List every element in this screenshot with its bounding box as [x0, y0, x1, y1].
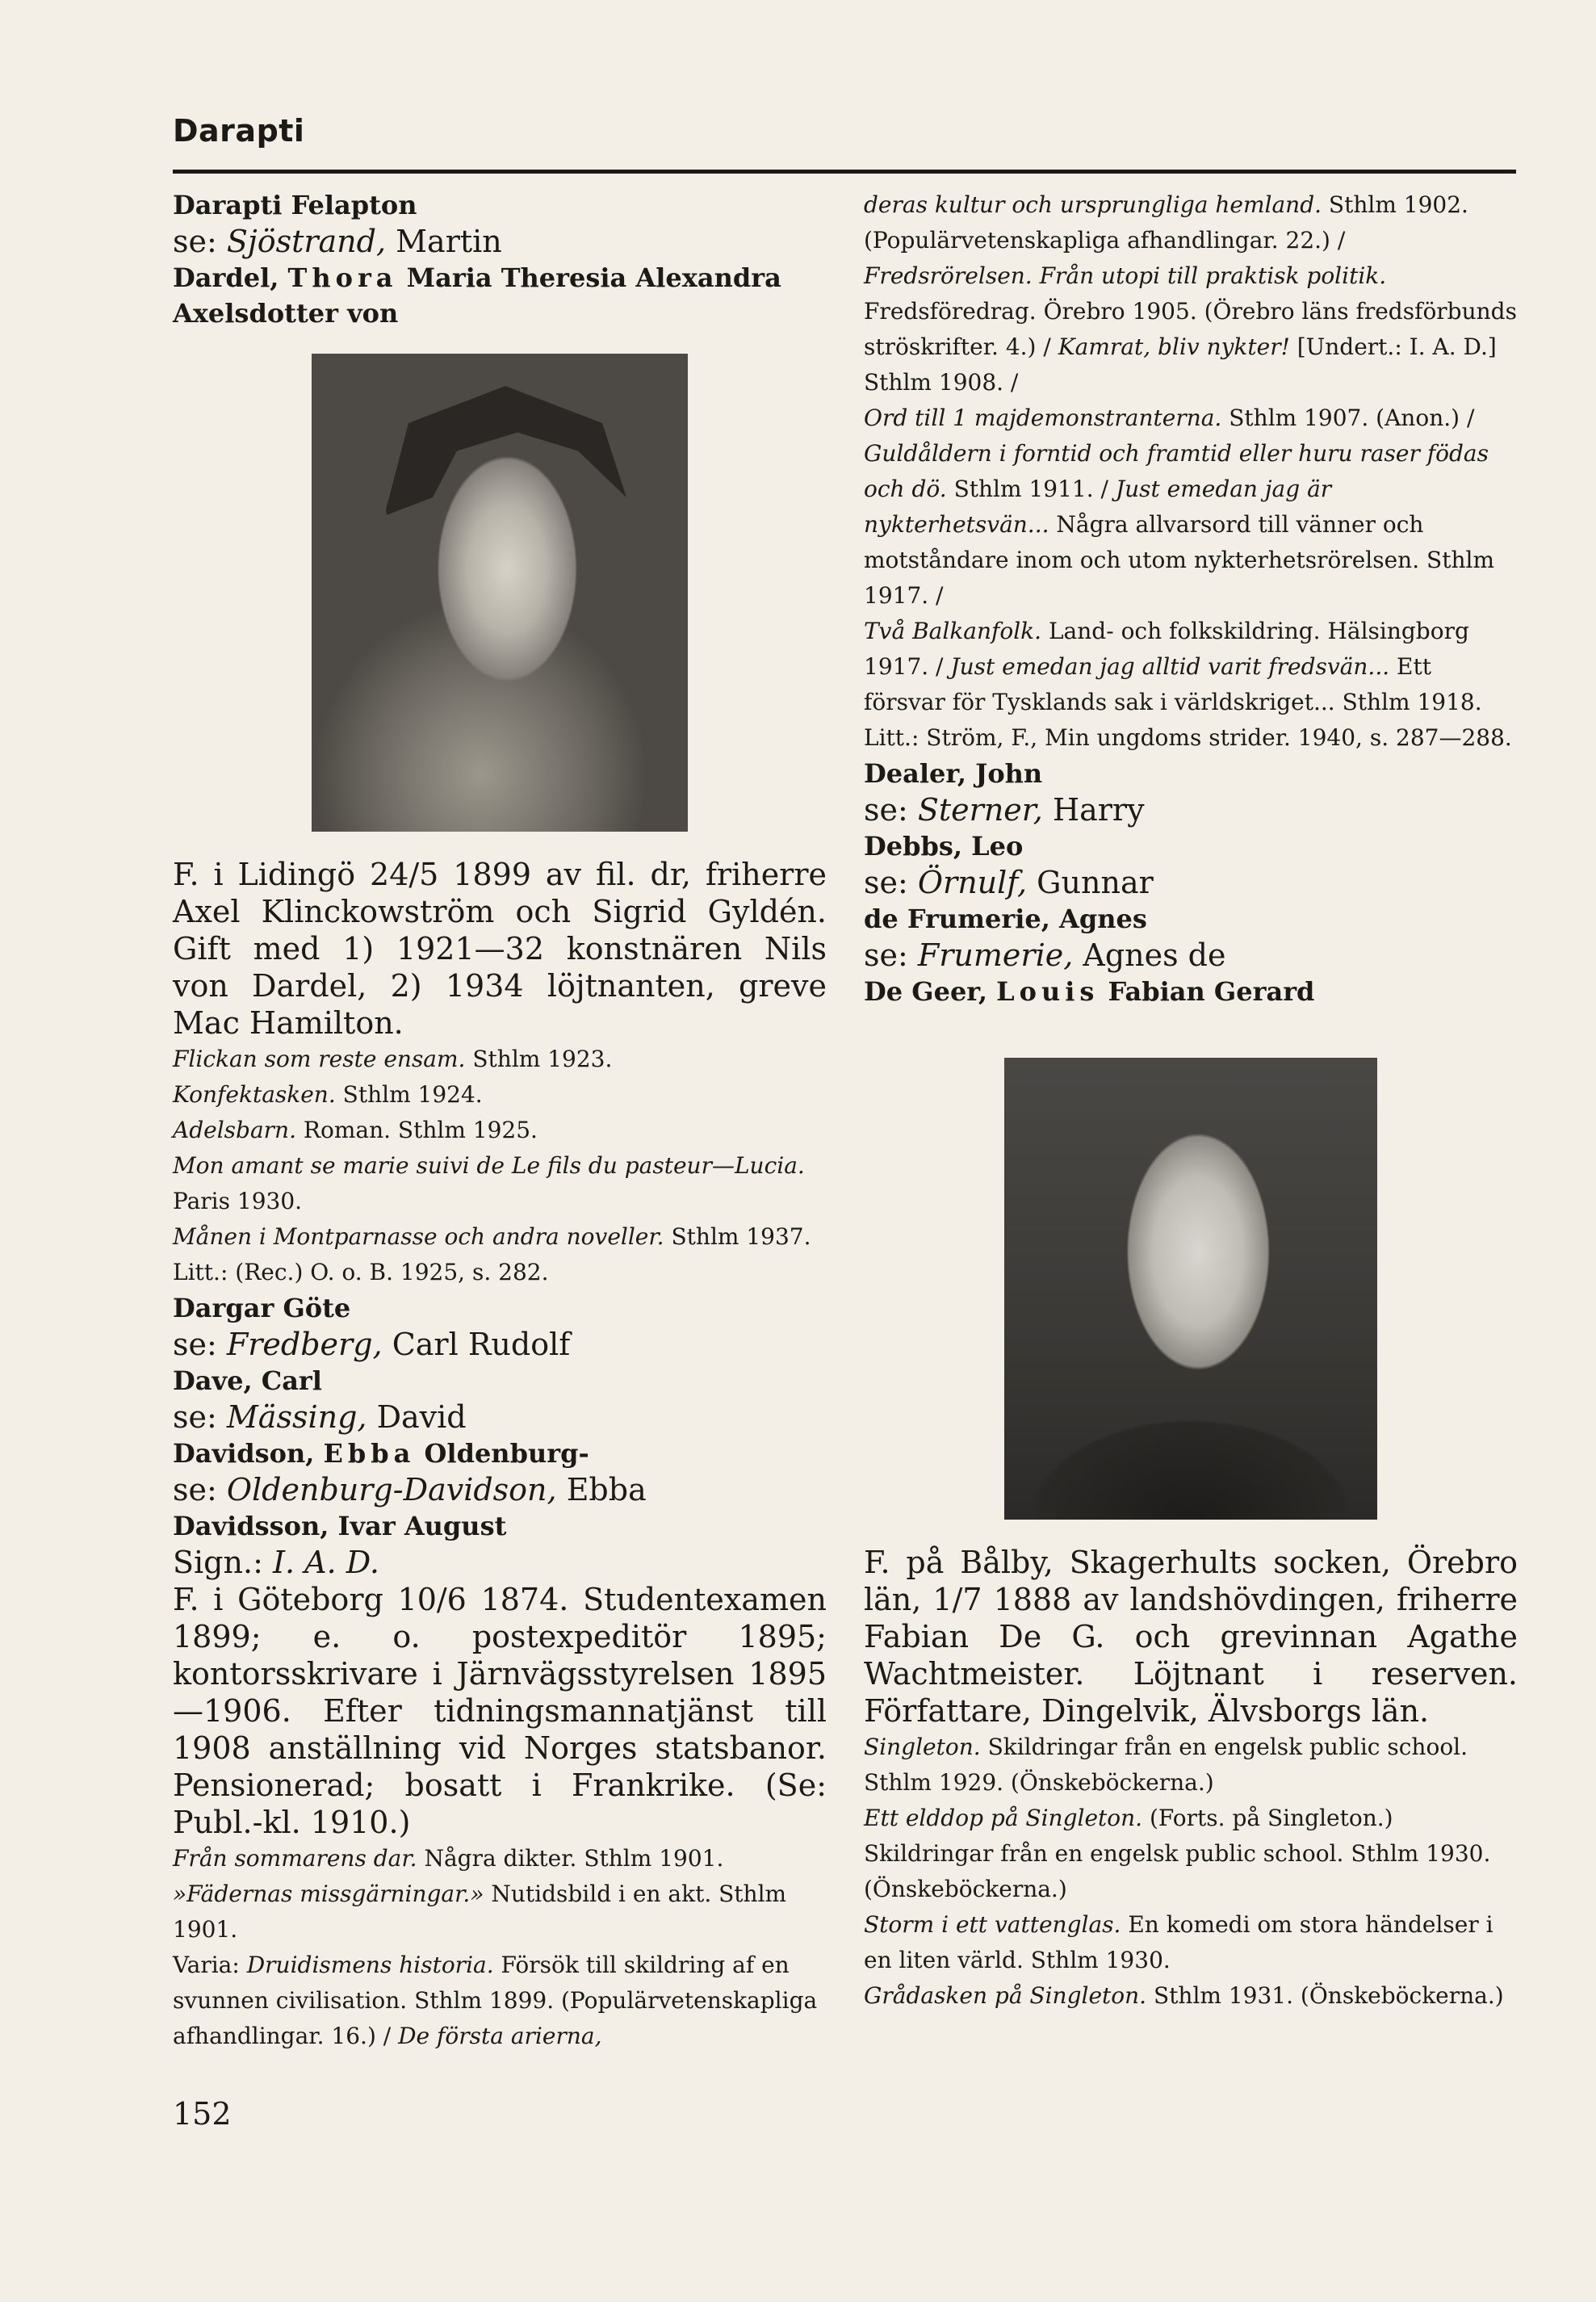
work-title: Guldåldern i forntid och framtid eller huru raser födas och dö.: [864, 440, 1489, 502]
entry-heading: Davidsson, Ivar August: [173, 1511, 507, 1541]
see-name: Fredberg,: [226, 1327, 383, 1362]
see-name: Oldenburg-Davidson,: [226, 1472, 557, 1507]
see-reference: [173, 1326, 827, 1363]
bibliography-entry: [173, 1876, 827, 1948]
work-details: Ett försvar för Tysklands sak i världskriget... Sthlm 1918.: [864, 653, 1482, 715]
heading-part: De Geer,: [864, 976, 997, 1007]
see-prefix: se:: [173, 1399, 227, 1435]
heading-part: Ebba: [323, 1438, 416, 1469]
see-rest: Martin: [386, 224, 502, 259]
literature-note: Litt.: (Rec.) O. o. B. 1925, s. 282.: [173, 1259, 549, 1285]
work-title: Kamrat, bliv nykter!: [1058, 333, 1290, 360]
work-title: Ord till 1 majdemonstranterna.: [864, 405, 1222, 431]
page-number: 152: [173, 2096, 232, 2132]
biography: F. på Bålby, Skagerhults socken, Örebro län, 1/7 1888 av landshövdingen, friherre Fabian De G. och grevinnan Agathe Wachtmeister. Löjtnant i reserven. Författare, Dingelvik, Älvsborgs län.: [864, 1545, 1518, 1729]
see-reference: [864, 937, 1518, 974]
work-details: Några allvarsord till vänner och motståndare inom och utom nykterhetsrörelsen. Sthlm 1917. /: [864, 511, 1494, 609]
see-prefix: se:: [173, 1327, 227, 1362]
see-reference: [864, 864, 1518, 901]
heading-part: Louis: [996, 976, 1100, 1007]
entry-heading: [864, 974, 1518, 1009]
see-rest: Harry: [1042, 792, 1145, 828]
see-prefix: se:: [864, 865, 918, 900]
see-reference: [173, 1544, 827, 1581]
work-title: Månen i Montparnasse och andra noveller.: [173, 1223, 664, 1250]
entry-heading: [173, 260, 827, 331]
heading-part: Oldenburg-: [415, 1438, 589, 1469]
work-details: Några dikter. Sthlm 1901.: [417, 1845, 724, 1872]
work-title: Storm i ett vattenglas.: [864, 1911, 1121, 1938]
see-reference: [173, 1398, 827, 1436]
work-title: Druidismens historia.: [246, 1952, 494, 1978]
see-prefix: se:: [864, 792, 918, 828]
entry-heading: Debbs, Leo: [864, 831, 1024, 862]
work-details: Nutidsbild i en akt. Sthlm 1901.: [173, 1881, 787, 1943]
work-title: Just emedan jag alltid varit fredsvän...: [950, 653, 1390, 680]
bibliography-entry: [173, 1042, 827, 1077]
work-prefix: Varia:: [173, 1952, 247, 1978]
see-rest: Agnes de: [1073, 937, 1226, 973]
bibliography-entry: [864, 1978, 1518, 2014]
work-details: Land- och folkskildring. Hälsingborg 1917. /: [864, 618, 1469, 680]
work-details: Sthlm 1923.: [465, 1046, 613, 1072]
heading-part: Maria Theresia Alexandra Axelsdotter von: [173, 262, 781, 329]
see-rest: Gunnar: [1027, 865, 1154, 900]
work-details: Paris 1930.: [173, 1188, 303, 1214]
work-details: Sthlm 1907. (Anon.) /: [1221, 405, 1475, 431]
entry-heading: Dargar Göte: [173, 1293, 351, 1323]
see-reference: [173, 223, 827, 260]
see-prefix: Sign.:: [173, 1545, 273, 1580]
biography: F. i Lidingö 24/5 1899 av fil. dr, friherre Axel Klinckowström och Sigrid Gyldén. Gift med 1) 1921—32 konstnären Nils von Dardel, 2) 1934 löjtnanten, greve Mac Hamilton.: [173, 857, 827, 1041]
work-title: Singleton.: [864, 1734, 981, 1760]
work-details: Sthlm 1924.: [335, 1081, 483, 1108]
work-details: Sthlm 1931. (Önskeböckerna.): [1146, 1982, 1504, 2009]
bibliography-entry: [173, 1113, 827, 1148]
entry-heading: Dealer, John: [864, 758, 1043, 789]
work-title: »Fädernas missgärningar.»: [173, 1881, 484, 1907]
see-rest: Ebba: [556, 1472, 647, 1507]
bibliography-entry: [864, 187, 1518, 400]
work-details: Sthlm 1911. /: [946, 476, 1116, 502]
entry-heading: Darapti Felapton: [173, 190, 417, 220]
portrait-thora-dardel: [312, 354, 688, 832]
see-name: Örnulf,: [917, 865, 1028, 900]
work-title: Flickan som reste ensam.: [173, 1046, 466, 1072]
running-head: Darapti: [173, 113, 305, 149]
work-title: Konfektasken.: [173, 1081, 336, 1108]
see-prefix: se:: [173, 1472, 227, 1507]
entry-heading: [173, 1436, 827, 1471]
biography: F. i Göteborg 10/6 1874. Studentexamen 1899; e. o. postexpeditör 1895; kontorsskrivare i Järnvägsstyrelsen 1895—1906. Efter tidningsmannatjänst till 1908 anställning vid Norges statsbanor. Pensionerad; bosatt i Frankrike. (Se: Publ.-kl. 1910.): [173, 1582, 827, 1840]
bibliography-entry: [173, 1841, 827, 1876]
portrait-hair: [384, 386, 626, 572]
work-details: Skildringar från en engelsk public school. Sthlm 1929. (Önskeböckerna.): [864, 1734, 1468, 1796]
work-title: Från sommarens dar.: [173, 1845, 417, 1872]
entry-heading: Dave, Carl: [173, 1365, 322, 1396]
work-title: Just emedan jag är nykterhetsvän...: [864, 476, 1332, 538]
work-details: Försök till skildring af en svunnen civilisation. Sthlm 1899. (Populärvetenskapliga afhandlingar. 16.) /: [173, 1952, 818, 2049]
work-details: En komedi om stora händelser i en liten värld. Sthlm 1930.: [864, 1911, 1493, 1973]
bibliography-entry: [864, 400, 1518, 614]
left-column: [173, 187, 827, 2054]
heading-part: Dardel,: [173, 262, 288, 293]
work-details: Sthlm 1937.: [664, 1223, 811, 1250]
work-title: Fredsrörelsen. Från utopi till praktisk politik.: [864, 262, 1387, 289]
see-prefix: se:: [173, 224, 227, 259]
bibliography-entry: [864, 1801, 1518, 1907]
entry-heading: de Frumerie, Agnes: [864, 904, 1147, 934]
work-title: deras kultur och ursprungliga hemland.: [864, 191, 1322, 218]
work-title: Ett elddop på Singleton.: [864, 1805, 1143, 1831]
see-rest: David: [367, 1399, 467, 1435]
work-details: Fredsföredrag. Örebro 1905. (Örebro läns fredsförbunds ströskrifter. 4.) /: [864, 298, 1517, 360]
bibliography-entry: [173, 1219, 827, 1255]
work-details: Sthlm 1902. (Populärvetenskapliga afhandlingar. 22.) /: [864, 191, 1468, 254]
bibliography-entry: [173, 1948, 827, 2054]
work-details: (Forts. på Singleton.) Skildringar från en engelsk public school. Sthlm 1930. (Önskeböckerna.): [864, 1805, 1491, 1902]
see-reference: [864, 791, 1518, 828]
heading-part: Thora: [287, 262, 398, 293]
see-rest: Carl Rudolf: [382, 1327, 571, 1362]
heading-part: Fabian Gerard: [1099, 976, 1315, 1007]
bibliography-entry: [864, 1730, 1518, 1801]
bibliography-entry: [864, 614, 1518, 720]
heading-part: Davidson,: [173, 1438, 324, 1469]
header-rule: [173, 170, 1516, 174]
work-title: Två Balkanfolk.: [864, 618, 1042, 644]
see-prefix: se:: [864, 937, 918, 973]
bibliography-entry: [864, 1907, 1518, 1978]
see-reference: [173, 1471, 827, 1508]
work-title: Mon amant se marie suivi de Le fils du pasteur—Lucia.: [173, 1152, 805, 1179]
work-title: Grådasken på Singleton.: [864, 1982, 1147, 2009]
bibliography-entry: [173, 1148, 827, 1219]
portrait-louis-de-geer: [1004, 1058, 1377, 1520]
see-name: I. A. D.: [272, 1545, 379, 1580]
see-name: Mässing,: [226, 1399, 367, 1435]
work-details: [Undert.: I. A. D.] Sthlm 1908. /: [864, 333, 1497, 396]
see-name: Sterner,: [917, 792, 1043, 828]
right-column: [864, 187, 1518, 2014]
literature-note: Litt.: Ström, F., Min ungdoms strider. 1940, s. 287—288.: [864, 724, 1512, 751]
bibliography-entry: [173, 1077, 827, 1113]
work-details: Roman. Sthlm 1925.: [295, 1117, 538, 1143]
see-name: Frumerie,: [917, 937, 1074, 973]
work-title: Adelsbarn.: [173, 1117, 296, 1143]
see-name: Sjöstrand,: [226, 224, 387, 259]
work-title: De första arierna,: [398, 2023, 602, 2049]
